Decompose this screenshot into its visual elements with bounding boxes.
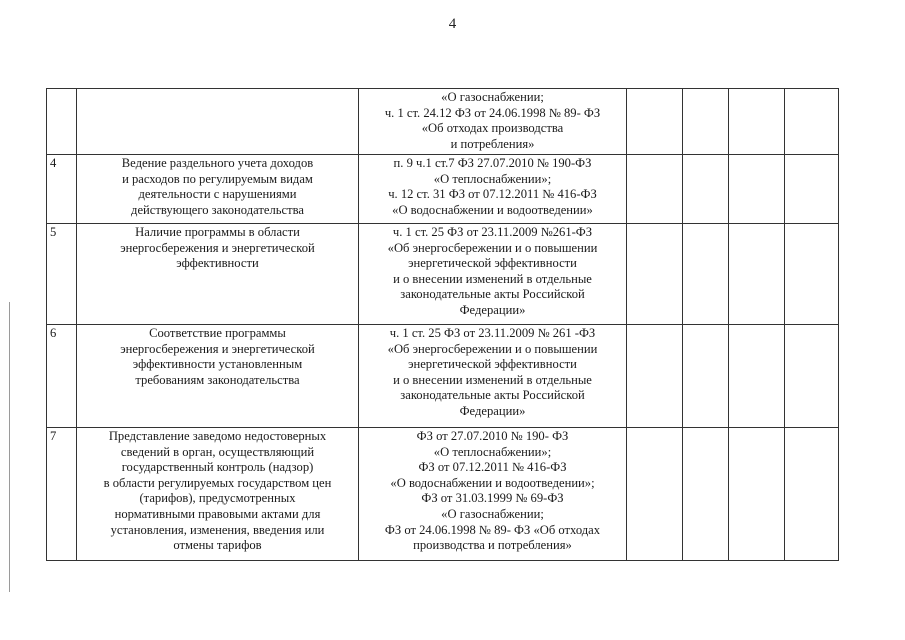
legal-basis-line: и потребления» [450,136,535,151]
legal-basis-line: энергетической эффективности [408,357,577,372]
page-number: 4 [448,16,457,32]
legal-basis-line: ч. 12 ст. 31 ФЗ от 07.12.2011 № 416-ФЗ [388,187,597,202]
legal-basis-line: производства и потребления» [413,538,572,553]
legal-basis-cell [359,428,627,561]
table-row [47,428,839,561]
requirement-cell [77,155,359,224]
legal-basis-line: ФЗ от 24.06.1998 № 89- ФЗ «Об отходах [384,522,601,537]
legal-basis-line: п. 9 ч.1 ст.7 ФЗ 27.07.2010 № 190-ФЗ [393,156,592,170]
requirement-line: энергосбережения и энергетической [120,341,315,356]
empty-cell [627,89,683,155]
legal-basis-line: и о внесении изменений в отдельные [393,271,592,286]
empty-cell [785,224,839,325]
requirement-line: отмены тарифов [173,538,262,553]
empty-cell [683,89,729,155]
table-row [47,89,839,155]
legal-basis-cell [359,325,627,428]
table-row [47,224,839,325]
row-number: 6 [47,325,77,428]
row-number: 7 [47,428,77,561]
legal-basis-line: ФЗ от 31.03.1999 № 69-ФЗ [421,491,564,506]
legal-basis-line: «Об энергосбережении и о повышении [387,240,598,255]
requirement-line: Ведение раздельного учета доходов [121,156,314,170]
requirement-line: и расходов по регулируемым видам [122,171,313,186]
empty-cell [729,155,785,224]
requirement-line: энергосбережения и энергетической [120,240,315,255]
requirement-line: Представление заведомо недостоверных [108,429,327,443]
legal-basis-line: ФЗ от 27.07.2010 № 190- ФЗ [416,429,569,443]
empty-cell [729,89,785,155]
requirement-cell [77,428,359,561]
requirement-line: эффективности установленным [132,357,303,372]
legal-basis-line: законодательные акты Российской [400,287,585,302]
legal-basis-line: Федерации» [459,302,526,317]
requirement-line: в области регулируемых государством цен [103,475,332,490]
legal-basis-line: ч. 1 ст. 25 ФЗ от 23.11.2009 № 261 -ФЗ [389,326,596,340]
empty-cell [683,428,729,561]
empty-cell [627,155,683,224]
legal-basis-line: «О газоснабжении; [441,506,544,521]
requirement-cell [77,224,359,325]
requirement-line: Соответствие программы [149,326,286,340]
row-number: 4 [47,155,77,224]
requirement-line: действующего законодательства [131,202,304,217]
empty-cell [785,89,839,155]
empty-cell [785,325,839,428]
legal-basis-line: «Об отходах производства [421,121,564,136]
empty-cell [627,224,683,325]
empty-cell [627,428,683,561]
empty-cell [785,155,839,224]
empty-cell [729,224,785,325]
requirement-line: деятельности с нарушениями [138,187,297,202]
empty-cell [627,325,683,428]
empty-cell [729,428,785,561]
legal-basis-line: «Об энергосбережении и о повышении [387,341,598,356]
requirement-line: требованиям законодательства [135,372,300,387]
requirement-line: эффективности [176,256,259,271]
requirement-line: государственный контроль (надзор) [121,460,314,475]
requirement-line: (тарифов), предусмотренных [139,491,296,506]
legal-basis-line: и о внесении изменений в отдельные [393,372,592,387]
legal-basis-line: ч. 1 ст. 25 ФЗ от 23.11.2009 №261-ФЗ [392,225,593,239]
empty-cell [683,224,729,325]
legal-basis-line: «О теплоснабжении»; [433,171,552,186]
requirement-cell [77,325,359,428]
legal-basis-cell [359,89,627,155]
requirement-line: Наличие программы в области [135,225,300,239]
row-number [47,89,77,155]
requirement-line: нормативными правовыми актами для [114,506,321,521]
requirement-line: сведений в орган, осуществляющий [120,444,315,459]
legal-basis-line: энергетической эффективности [408,256,577,271]
legal-basis-line: «О водоснабжении и водоотведении»; [390,475,595,490]
empty-cell [785,428,839,561]
table-row [47,325,839,428]
requirement-line: установления, изменения, введения или [110,522,325,537]
legal-basis-line: «О газоснабжении; [441,90,544,104]
table-row [47,155,839,224]
empty-cell [683,155,729,224]
legal-basis-line: законодательные акты Российской [400,388,585,403]
legal-basis-line: ч. 1 ст. 24.12 ФЗ от 24.06.1998 № 89- ФЗ [384,105,601,120]
legal-basis-line: ФЗ от 07.12.2011 № 416-ФЗ [418,460,567,475]
scan-margin-line [9,302,10,592]
empty-cell [729,325,785,428]
requirement-cell [77,89,359,155]
legal-basis-line: Федерации» [459,403,526,418]
legal-basis-line: «О теплоснабжении»; [433,444,552,459]
requirements-table [46,88,839,561]
legal-basis-cell [359,224,627,325]
empty-cell [683,325,729,428]
legal-basis-cell [359,155,627,224]
legal-basis-line: «О водоснабжении и водоотведении» [392,202,593,217]
row-number: 5 [47,224,77,325]
